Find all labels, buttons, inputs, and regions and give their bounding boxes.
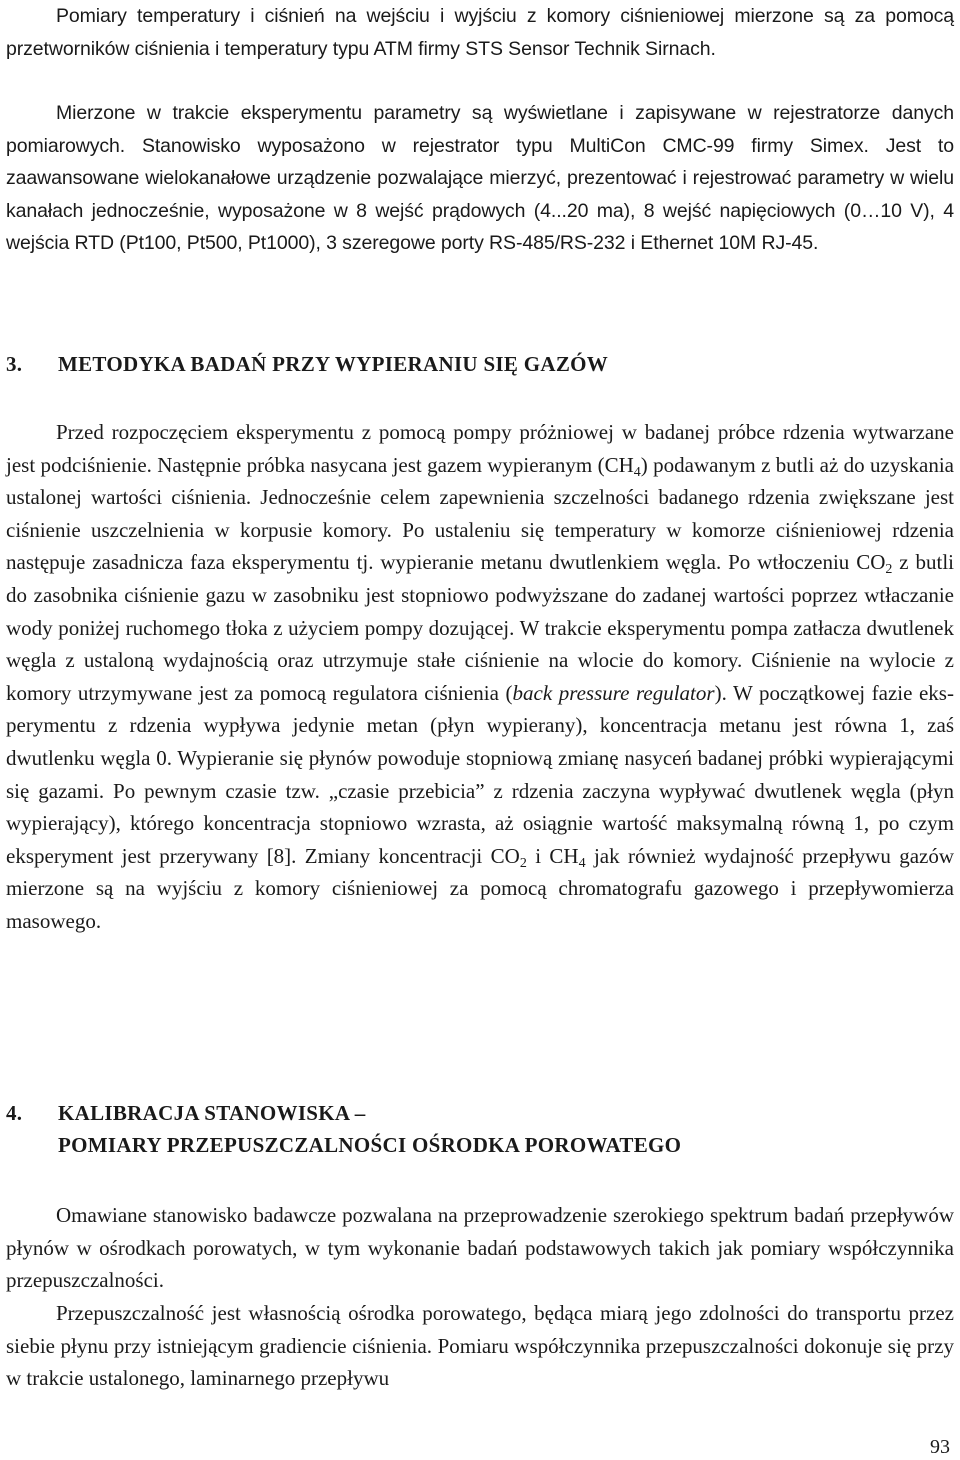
paragraph-sensors	[6, 0, 954, 65]
subscript-ch4: 4	[578, 855, 586, 871]
section-3-title: METODYKA BADAŃ PRZY WYPIERANIU SIĘ GAZÓW	[58, 352, 609, 376]
section-4-heading	[6, 1097, 681, 1161]
subscript-ch4: 4	[633, 464, 641, 480]
permeability-text: Przepuszczalność jest własnością ośrodka porowatego, będąca miarą jego zdolności do transportu przez siebie płynu przy istniejącym gradiencie ciśnienia. Pomiaru współczynnika przepuszczalności dokonuje się przy w trakcie ustalonego, laminarnego przepływu	[6, 1301, 954, 1391]
methodology-text-6: jak również wydajność przepływu gazów mierzone są na wyjściu z komory ciśnieniowej za pomocą chromatografu gazowego i przepływomierza masowego.	[6, 843, 955, 933]
paragraph-permeability	[6, 1297, 954, 1395]
subscript-co2: 2	[519, 855, 527, 871]
methodology-text-4: ). W początkowej fazie eksperymentu z rdzenia wypływa jedynie metan (płyn wypierany), koncentracja metanu jest równa 1, zaś dwutlenku węgla 0. Wypieranie się płynów powoduje stopniową zmianę nasyceń badanej próbki wypierającymi się gazami. Po pewnym czasie tzw. „czasie przebicia” z rdzenia zaczyna wypływać dwutlenek węgla (płyn wypierający), którego koncentracja stopniowo wzrasta, aż osiągnie wartość maksymalną równą 1, po czym eksperyment jest przerywany [8]. Zmiany koncentracji CO	[6, 680, 954, 868]
section-3-heading	[6, 348, 608, 380]
page-number: 93	[930, 1436, 950, 1458]
methodology-text-5: i CH	[526, 843, 579, 868]
paragraph-calibration-intro	[6, 1199, 954, 1297]
methodology-text-2: ) podawanym z butli aż do uzyskania ustalonej wartości ciśnienia. Jednocześnie celem zapewnienia szczelności badanego rdzenia zwiększane jest ciśnienie uszczelnienia w korpusie komory. Po ustaleniu się temperatury w komorze ciśnieniowej rdzenia następuje zasadnicza faza eksperymentu tj. wypieranie metanu dwutlenkiem węgla. Po wtłoczeniu CO	[6, 452, 954, 575]
italic-term: back pressure regulator	[512, 680, 715, 705]
paragraph-sensors-text: Pomiary temperatury i ciśnień na wejściu i wyjściu z komory ciśnieniowej mierzone są za pomocą przetworników ciśnienia i temperatury typu ATM firmy STS Sensor Technik Sirnach.	[6, 5, 954, 60]
paragraph-methodology	[6, 416, 954, 938]
section-4-title-line-2: POMIARY PRZEPUSZCZALNOŚCI OŚRODKA POROWATEGO	[58, 1133, 682, 1157]
paragraph-recorder	[6, 97, 954, 260]
subscript-co2: 2	[885, 562, 893, 578]
paragraph-recorder-text: Mierzone w trakcie eksperymentu parametry są wyświetlane i zapisywane w rejestratorze danych pomiarowych. Stanowisko wyposażono w rejestrator typu MultiCon CMC-99 firmy Simex. Jest to zaawansowane wielokanałowe urządzenie pozwalające mierzyć, prezentować i rejestrować parametry w wielu kanałach jednocześnie, wyposażone w 8 wejść prądowych (4...20 ma), 8 wejść napięciowych (0…10 V), 4 wejścia RTD (Pt100, Pt500, Pt1000), 3 szeregowe porty RS-485/RS-232 i Ethernet 10M RJ-45.	[6, 102, 954, 255]
section-3-number: 3.	[6, 352, 23, 376]
methodology-text-3: z butli do zasobnika ciśnienie gazu w zasobniku jest stopniowo podwyższane do zadanej wartości poprzez wtłaczanie wody poniżej ruchomego tłoka z użyciem pompy dozującej. W trakcie eksperymentu pompa zatłacza dwutlenek węgla z ustaloną wydajnością oraz utrzymuje stałe ciśnienie na wlocie do komory. Ciśnienie na wylocie z komory utrzymywane jest za pomocą regulatora ciśnienia (	[6, 550, 955, 705]
section-4-title-line-1: KALIBRACJA STANOWISKA –	[58, 1101, 366, 1125]
methodology-text-1: Przed rozpoczęciem eksperymentu z pomocą pompy próżniowej w badanej próbce rdzenia wytwarzane jest podciśnienie. Następnie próbka nasycana jest gazem wypieranym (CH	[6, 420, 954, 477]
section-4-number: 4.	[6, 1101, 23, 1125]
calibration-intro-text: Omawiane stanowisko badawcze pozwalana na przeprowadzenie szerokiego spektrum badań przepływów płynów w ośrodkach porowatych, w tym wykonanie badań podstawowych takich jak pomiary współczynnika przepuszczalności.	[6, 1203, 954, 1293]
